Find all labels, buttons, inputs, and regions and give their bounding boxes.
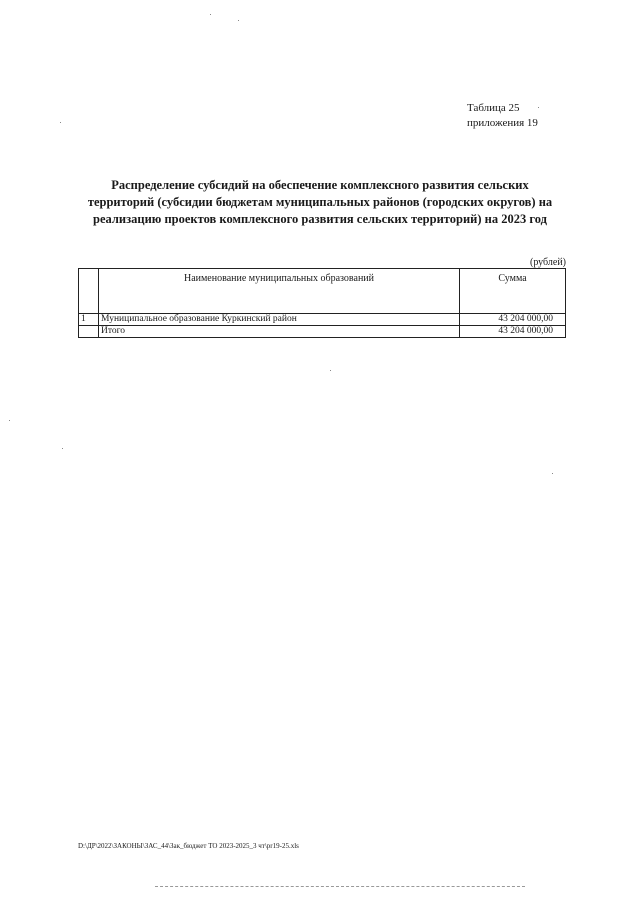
appendix-label: приложения 19 (467, 117, 538, 129)
scan-speck (552, 473, 553, 474)
scan-speck (538, 107, 539, 108)
table-reference (467, 101, 538, 131)
table-header-row (79, 269, 566, 314)
table-number: Таблица 25 (467, 102, 520, 114)
header-amount: Сумма (460, 269, 566, 314)
header-name: Наименование муниципальных образований (99, 269, 460, 314)
scan-artifact-line (155, 886, 525, 887)
scan-speck (238, 20, 239, 21)
scan-speck (9, 420, 10, 421)
title-line-1: Распределение субсидий на обеспечение комплексного развития сельских (111, 178, 529, 192)
subsidy-table (78, 268, 566, 338)
row-amount: 43 204 000,00 (460, 314, 566, 326)
table-row (79, 314, 566, 326)
header-number (79, 269, 99, 314)
title-line-3: реализацию проектов комплексного развития сельских территорий) на 2023 год (93, 212, 547, 226)
file-path-footer: D:\ДР\2022\ЗАКОНЫ\ЗАС_44\Зак_бюджет ТО 2023-2025_3 чт\pr19-25.xls (78, 842, 299, 850)
units-label: (рублей) (529, 257, 566, 268)
row-number: 1 (79, 314, 99, 326)
table-total-row (79, 326, 566, 338)
row-amount: 43 204 000,00 (460, 326, 566, 338)
row-name: Муниципальное образование Куркинский район (99, 314, 460, 326)
document-title (80, 177, 560, 228)
title-line-2: территорий (субсидии бюджетам муниципальных районов (городских округов) на (87, 195, 553, 209)
scan-speck (330, 370, 331, 371)
row-number (79, 326, 99, 338)
scan-speck (60, 122, 61, 123)
row-name: Итого (99, 326, 460, 338)
scan-speck (210, 14, 211, 15)
scan-speck (62, 448, 63, 449)
